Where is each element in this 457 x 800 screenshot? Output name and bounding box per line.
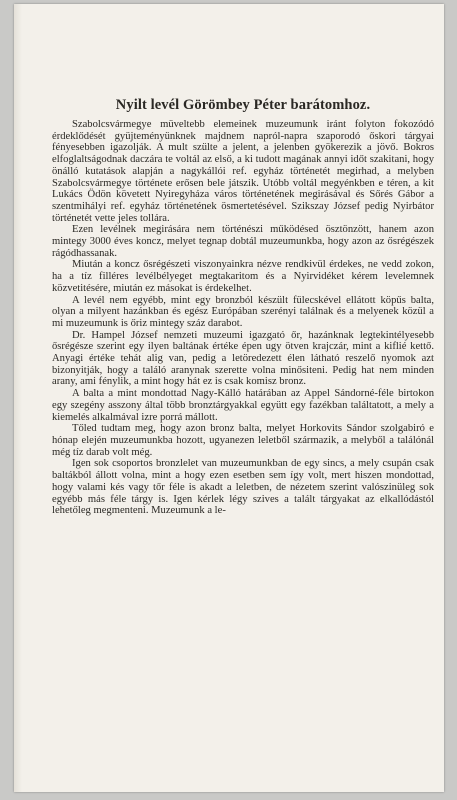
paragraph-7: Tőled tudtam meg, hogy azon bronz balta, melyet Horkovits Sándor szolgabiró e hónap elején muzeumunkba hozott, ugyanezen leletből származik, a melyből a találónál még tíz darab volt még.	[52, 423, 434, 458]
paragraph-1: Szabolcsvármegye müveltebb elemeinek muzeumunk iránt folyton fokozódó érdeklődését gyüjteményünknek majdnem napról-napra szaporodó őskori tárgyai fényesebben igazolják. A mult szülte a jelent, a jelenben gyökerezik a jövő. Bokros elfoglaltságodnak daczára te voltál az első, a ki tudott magának annyi időt szakitani, hogy önálló kutatások alapján a nagykállói ref. egyház történetét megirhad, a melyben Szabolcsvármegye története erősen bele játszik. Utóbb voltál megyénkben e téren, a kit Lukács Ödön követett Nyiregyháza város történetének megirásával és Sőrés Gábor a szentmihályi ref. egyház történetének ösmertetésével. Szikszay József pedig Nyirbátor történetét vette jeles tollára.	[52, 119, 434, 224]
paragraph-8: Igen sok csoportos bronzlelet van muzeumunkban de egy sincs, a mely csupán csak baltákból állott volna, mint a hogy ezen esetben sem így volt, mert hiszen mondottad, hogy valami kés vagy tőr féle is akadt a leletben, de nézetem szerint valószinüleg sok egyébb más féle tárgy is. Igen kérlek légy szives a talált tárgyakat az elkallódástól lehetőleg megmenteni. Muzeumunk a le-	[52, 458, 434, 517]
paragraph-3: Miután a koncz ősrégészeti viszonyainkra nézve rendkivül érdekes, ne vedd zokon, ha a tíz filléres levélbélyeget megtakaritom és a Nyirvidéket kérem levelemnek közvetitésére, miután ez másokat is érdekelhet.	[52, 259, 434, 294]
paragraph-4: A levél nem egyébb, mint egy bronzból készült fülecskével ellátott köpűs balta, olyan a milyent hazánkban és egész Európában szerényi találnak és a melyenek közül a mi muzeumunk is őriz mintegy száz darabot.	[52, 294, 434, 329]
paragraph-2: Ezen levélnek megirására nem történészi működésed ösztönzött, hanem azon mintegy 3000 éves koncz, melyet tegnap dobtál muzeumunkba, hogy azon az ősrégészek rágódhassanak.	[52, 224, 434, 259]
document-body	[52, 97, 434, 517]
paragraph-5: Dr. Hampel József nemzeti muzeumi igazgató őr, hazánknak legtekintélyesebb ősrégésze szerint egy ilyen baltának értéke épen ugy ötven krajczár, mint a kiflié kettő. Anyagi értéke tehát alig van, pedig a letöredezett élen látható reszelő nyomok azt bizonyitják, hogy a találó aranynak szerette volna minősiteni. Pedig hat nem minden arany, ami fénylik, a mint hogy hát ez is csak komisz bronz.	[52, 329, 434, 388]
paragraph-6: A balta a mint mondottad Nagy-Kálló határában az Appel Sándorné-féle birtokon egy szegény asszony által több bronztárgyakkal együtt egy fazékban találtatott, a mely a kiemelés alkalmával izre porrá mállott.	[52, 388, 434, 423]
document-page	[14, 4, 444, 792]
page-fold-shadow	[14, 4, 22, 792]
letter-title: Nyilt levél Görömbey Péter barátomhoz.	[115, 97, 371, 113]
